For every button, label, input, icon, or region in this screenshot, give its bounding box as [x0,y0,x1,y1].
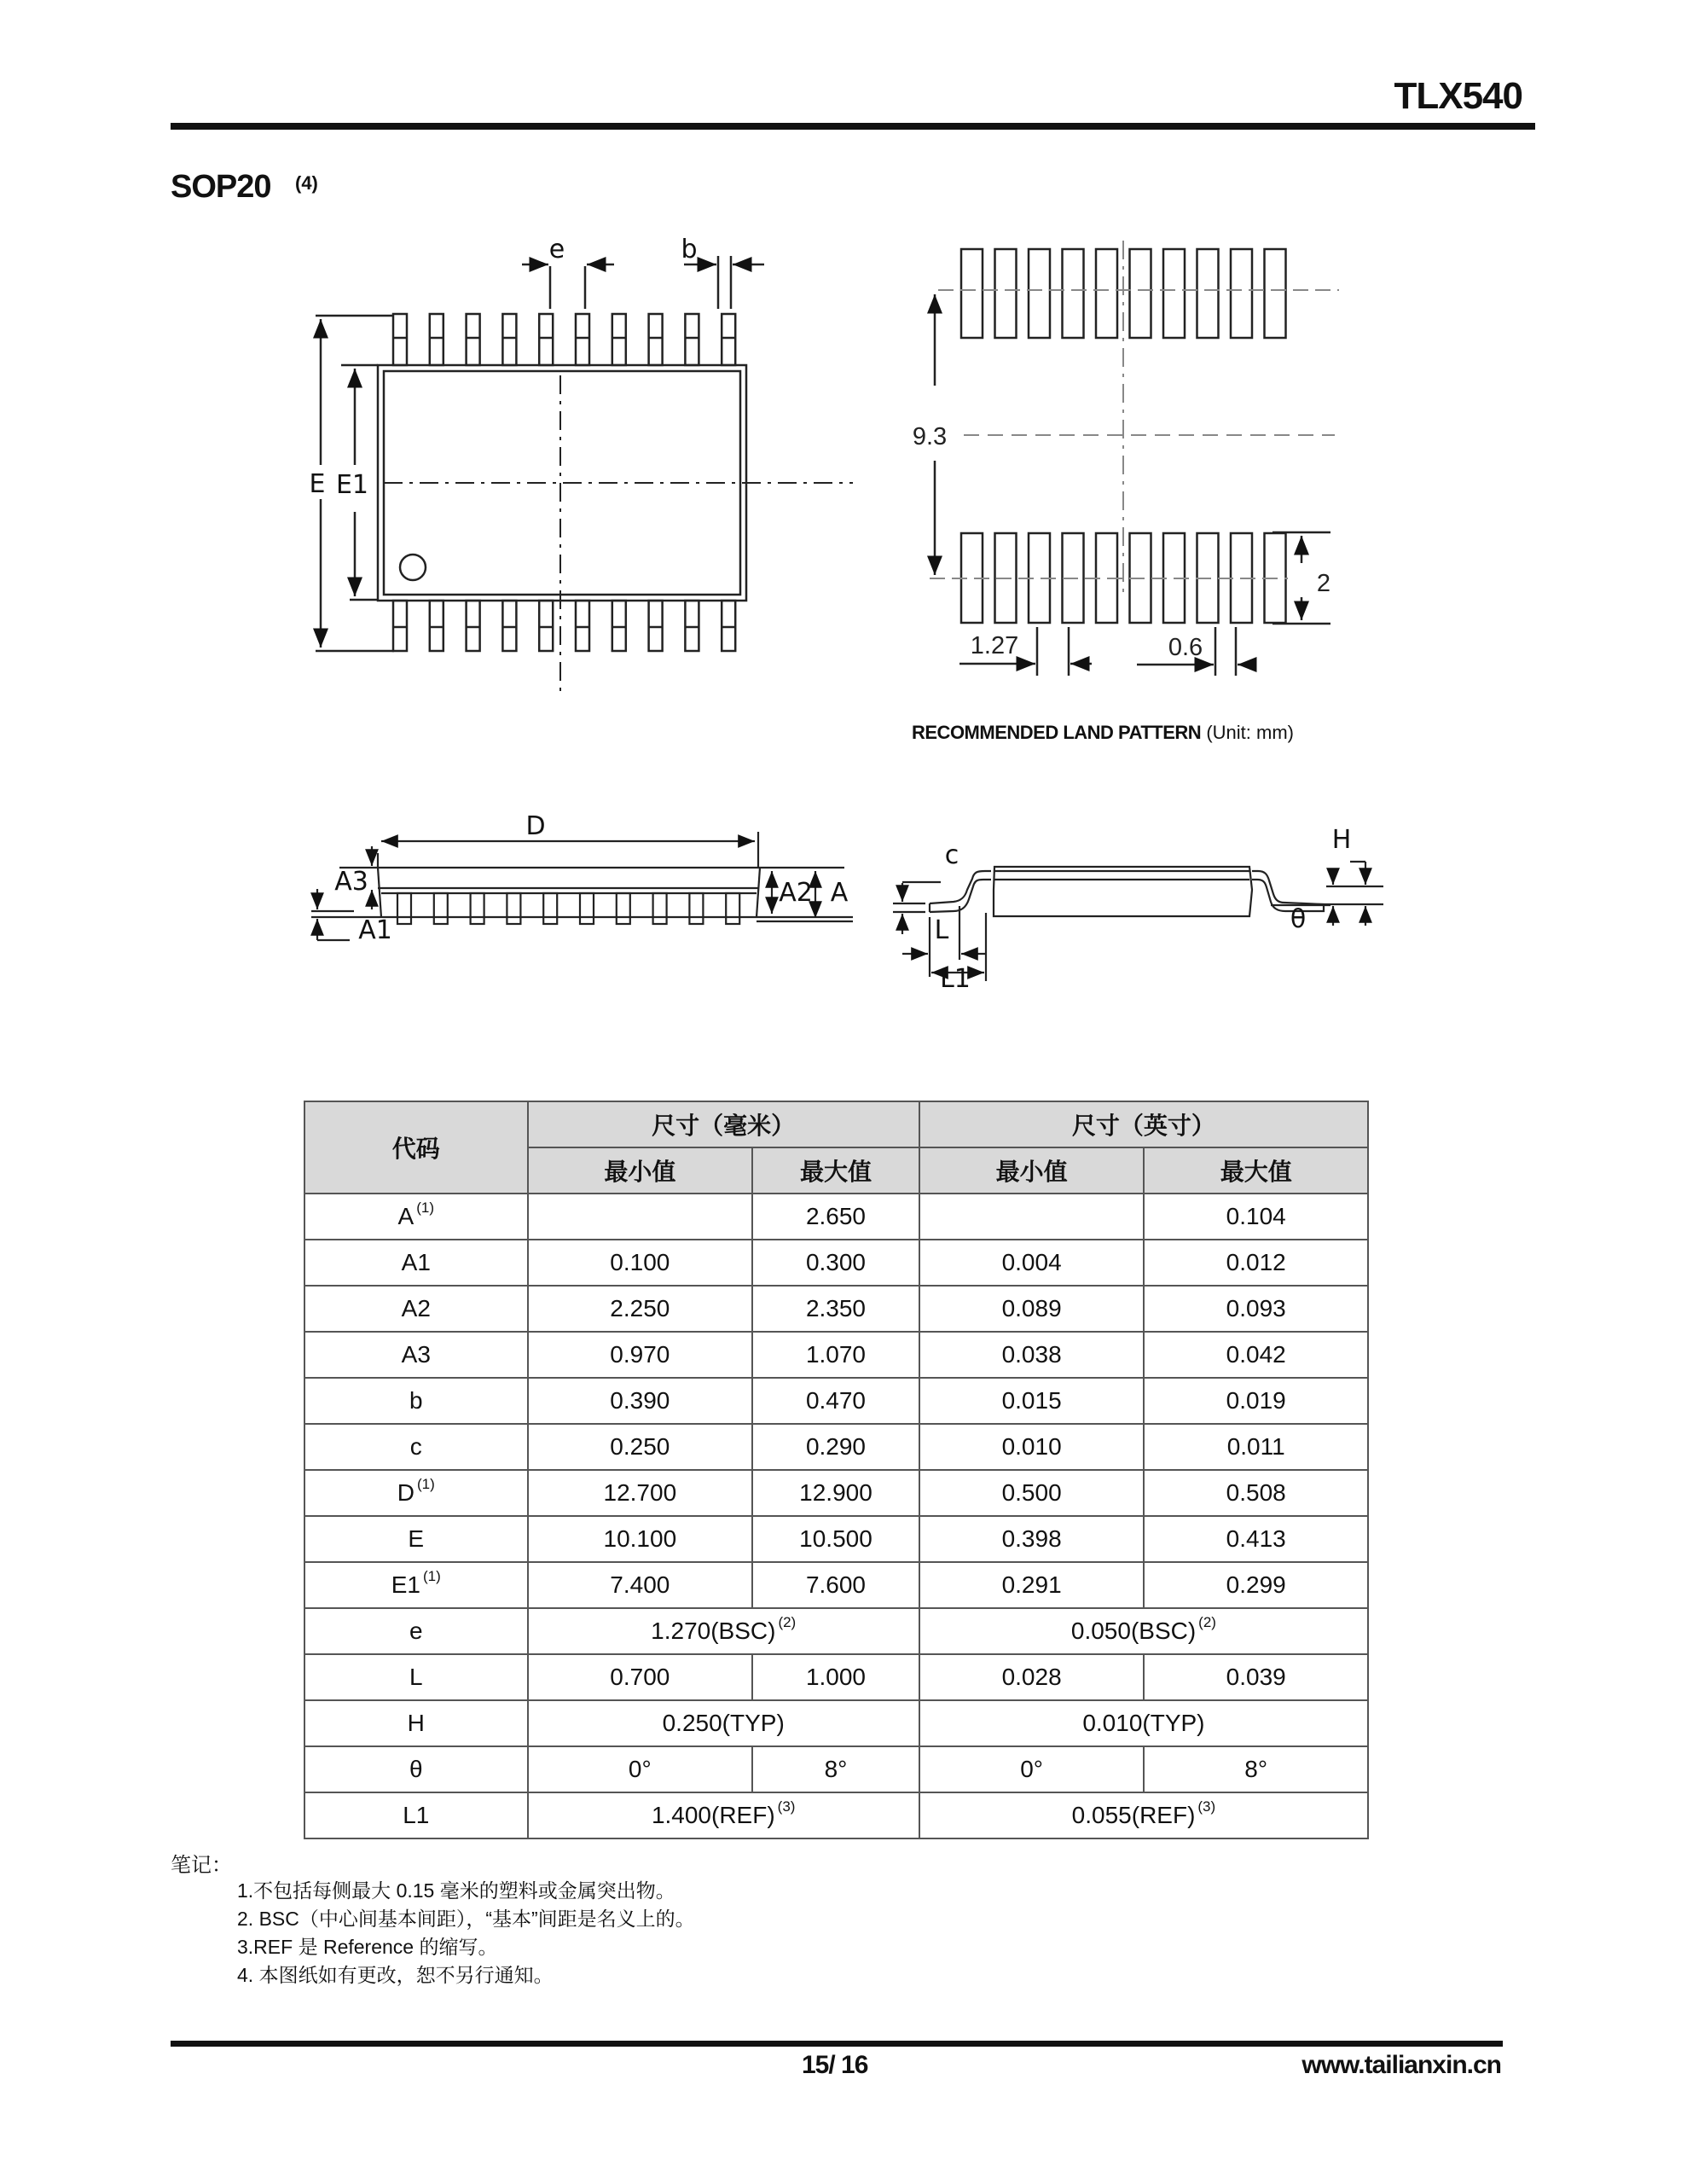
cell-mm-min [528,1332,753,1378]
cell-inch-max-value: 8° [1244,1756,1268,1782]
side-lead [507,893,520,924]
cell-mm-max [752,1424,919,1470]
cell-mm-span [528,1792,919,1838]
note-item: 3.REF 是 Reference 的缩写。 [237,1936,498,1958]
cell-code [304,1746,528,1792]
dim-label-H: H [1331,825,1352,855]
header-mm-min: 最小值 [528,1147,753,1194]
cell-inch-min [919,1424,1145,1470]
table-row [304,1194,1368,1240]
cell-inch-max [1144,1424,1368,1470]
cell-mm-min-value: 0.100 [610,1249,670,1275]
cell-code [304,1700,528,1746]
side-lead [689,893,703,924]
bottom-pin [502,601,516,651]
side-lead [434,893,448,924]
cell-mm-max-value: 8° [824,1756,848,1782]
dim-label-E1: E1 [335,470,369,500]
cell-mm-max [752,1332,919,1378]
cell-inch-span-value: 0.010(TYP) [1082,1710,1205,1736]
cell-mm-min-value: 0.250 [610,1433,670,1460]
bottom-pin [467,601,480,651]
footer-rule [171,2041,1503,2047]
cell-code-value: D [397,1479,415,1506]
cell-mm-min-value: 0° [628,1756,652,1782]
cell-inch-min-value: 0° [1020,1756,1043,1782]
cell-inch-min-value: 0.398 [1001,1525,1062,1552]
footnote-ref: (1) [423,1568,441,1584]
cell-inch-max [1144,1746,1368,1792]
cell-inch-min [919,1654,1145,1700]
section-note-ref: (4) [295,172,318,194]
land-pad-length-label: 2 [1316,570,1331,597]
dim-label-A: A [830,878,849,908]
cell-inch-min-value: 0.010 [1001,1433,1062,1460]
pin1-marker [400,555,426,580]
document-title: TLX540 [1394,75,1522,117]
cell-mm-max [752,1516,919,1562]
cell-code [304,1240,528,1286]
notes-label: 笔记： [171,1854,232,1877]
land-pad-top [1231,249,1252,338]
cell-code [304,1286,528,1332]
cell-inch-max-value: 0.508 [1226,1479,1286,1506]
top-view-drawing [316,256,853,691]
cell-mm-max-value: 7.600 [805,1571,867,1598]
land-pattern-caption [912,722,1294,744]
dim-label-D: D [525,811,546,841]
table-row [304,1608,1368,1654]
table-header-row-1 [304,1101,1368,1147]
cell-inch-max [1144,1240,1368,1286]
cell-mm-min [528,1654,753,1700]
table-row [304,1700,1368,1746]
cell-code-value: θ [409,1756,423,1782]
cell-code-value: A2 [401,1295,431,1321]
cell-code [304,1378,528,1424]
cell-mm-max-value: 12.900 [799,1479,872,1506]
footnote-ref: (1) [416,1476,435,1492]
cell-mm-span-value: 1.270(BSC) [651,1618,776,1644]
dim-label-L: L [934,915,949,945]
header-inch-max: 最大值 [1144,1147,1368,1194]
cell-code [304,1562,528,1608]
land-pad-top [995,249,1017,338]
cell-code-value: L1 [403,1802,430,1828]
cell-inch-span [919,1700,1368,1746]
cell-inch-min [919,1286,1145,1332]
cell-mm-span [528,1700,919,1746]
cell-mm-min-value: 0.390 [610,1387,670,1414]
cell-code [304,1194,528,1240]
cell-mm-max [752,1746,919,1792]
cell-inch-min [919,1470,1145,1516]
dimension-table-body [304,1194,1368,1838]
header-mm-group: 尺寸（毫米） [528,1101,919,1147]
lead-detail-drawing [893,862,1383,981]
cell-code [304,1332,528,1378]
cell-mm-max [752,1470,919,1516]
cell-inch-max-value: 0.042 [1226,1341,1286,1368]
cell-mm-span-value: 0.250(TYP) [662,1710,785,1736]
land-pad-top [1063,249,1084,338]
cell-code-value: A3 [401,1341,431,1368]
cell-inch-max [1144,1562,1368,1608]
table-row [304,1792,1368,1838]
cell-mm-min-value: 0.970 [610,1341,670,1368]
website-link[interactable]: www.tailianxin.cn [1301,2051,1501,2079]
cell-code-value: e [409,1618,423,1644]
cell-inch-span-value: 0.050(BSC) [1070,1618,1197,1644]
table-row [304,1378,1368,1424]
dim-label-L1: L1 [940,964,971,994]
cell-inch-max-value: 0.299 [1226,1571,1286,1598]
footnote-ref: (3) [777,1798,796,1815]
cell-inch-span-value: 0.055(REF) [1071,1802,1196,1828]
footnote-ref: (2) [1198,1614,1216,1630]
cell-inch-max-value: 0.039 [1226,1664,1286,1690]
bottom-pin [612,601,626,651]
table-row [304,1516,1368,1562]
table-row [304,1746,1368,1792]
cell-inch-max-value: 0.093 [1226,1295,1286,1321]
cell-code-value: A1 [401,1249,431,1275]
cell-code [304,1654,528,1700]
section-title: SOP20 [171,169,271,205]
cell-mm-min [528,1470,753,1516]
cell-code-value: E [408,1525,425,1552]
bottom-pin [430,601,443,651]
cell-inch-min [919,1240,1145,1286]
cell-inch-min-value: 0.089 [1001,1295,1062,1321]
cell-inch-min-value: 0.015 [1001,1387,1062,1414]
land-pad-top [961,249,983,338]
cell-mm-max-value: 0.290 [805,1433,867,1460]
cell-mm-min [528,1562,753,1608]
table-row [304,1424,1368,1470]
land-pattern-caption-title: RECOMMENDED LAND PATTERN [912,722,1202,743]
cell-inch-min-value: 0.500 [1001,1479,1062,1506]
table-row [304,1240,1368,1286]
cell-inch-min [919,1194,1145,1240]
dim-label-c: c [944,840,959,870]
cell-mm-min-value: 7.400 [610,1571,670,1598]
cell-inch-max-value: 0.413 [1226,1525,1286,1552]
cell-inch-min-value: 0.028 [1001,1664,1062,1690]
top-pin [430,314,443,365]
table-row [304,1562,1368,1608]
dim-label-theta: θ [1290,904,1307,934]
cell-code [304,1516,528,1562]
top-pin [393,314,407,365]
bottom-pin [722,601,735,651]
land-pattern-drawing [930,241,1339,676]
cell-code [304,1608,528,1654]
bottom-pin [539,601,553,651]
side-lead [580,893,594,924]
cell-inch-span [919,1608,1368,1654]
side-lead [726,893,739,924]
cell-code-value: L [409,1664,423,1690]
cell-mm-span [528,1608,919,1654]
side-view-drawing [311,832,853,940]
cell-inch-min-value: 0.038 [1001,1341,1062,1368]
cell-mm-span-value: 1.400(REF) [651,1802,775,1828]
package-drawings [0,0,1687,1024]
cell-mm-max-value: 2.650 [805,1203,867,1229]
cell-mm-min [528,1240,753,1286]
land-pad-top [1197,249,1219,338]
cell-mm-max-value: 10.500 [799,1525,872,1552]
land-pattern-caption-unit: (Unit: mm) [1206,722,1294,743]
cell-inch-min [919,1332,1145,1378]
cell-inch-min [919,1746,1145,1792]
cell-inch-max-value: 0.011 [1226,1433,1285,1460]
cell-inch-max-value: 0.012 [1226,1249,1286,1275]
cell-mm-min [528,1424,753,1470]
cell-code-value: A [397,1203,415,1229]
side-view-leads [397,893,739,924]
dimension-table [304,1101,1369,1839]
cell-mm-max [752,1194,919,1240]
table-row [304,1332,1368,1378]
dim-label-A3: A3 [334,867,368,897]
header-mm-max: 最大值 [752,1147,919,1194]
header-code: 代码 [304,1101,528,1194]
cell-mm-min-value: 12.700 [603,1479,677,1506]
cell-mm-max-value: 2.350 [805,1295,867,1321]
footnote-ref: (2) [778,1614,797,1630]
top-pin [502,314,516,365]
bottom-pin [685,601,699,651]
cell-inch-max [1144,1286,1368,1332]
cell-code [304,1792,528,1838]
cell-code-value: b [409,1387,423,1414]
cell-mm-max-value: 0.470 [805,1387,867,1414]
cell-inch-min [919,1562,1145,1608]
top-pin [467,314,480,365]
cell-code-value: E1 [391,1571,420,1598]
cell-mm-max [752,1562,919,1608]
note-item: 4. 本图纸如有更改，恕不另行通知。 [237,1964,554,1986]
land-pad-top [1265,249,1286,338]
land-pad-top [1029,249,1050,338]
cell-mm-min [528,1194,753,1240]
side-lead [617,893,630,924]
land-pad-top [1096,249,1117,338]
cell-inch-max [1144,1194,1368,1240]
cell-inch-max [1144,1378,1368,1424]
land-pitch-label: 1.27 [970,632,1019,659]
cell-code [304,1424,528,1470]
cell-mm-min-value: 10.100 [603,1525,677,1552]
cell-inch-min [919,1516,1145,1562]
cell-mm-max [752,1286,919,1332]
cell-inch-max [1144,1332,1368,1378]
cell-mm-max [752,1654,919,1700]
note-item: 2. BSC（中心间基本间距），“基本”间距是名义上的。 [237,1908,695,1930]
bottom-pin [393,601,407,651]
cell-mm-max-value: 0.300 [805,1249,867,1275]
cell-mm-min [528,1746,753,1792]
dim-label-E: E [309,469,326,499]
cell-inch-min [919,1378,1145,1424]
cell-mm-min-value: 2.250 [610,1295,670,1321]
cell-inch-max-value: 0.019 [1226,1387,1286,1414]
footnote-ref: (1) [416,1199,434,1216]
top-pin [612,314,626,365]
cell-mm-min [528,1378,753,1424]
cell-inch-max-value: 0.104 [1226,1203,1286,1229]
cell-mm-min [528,1286,753,1332]
side-lead [471,893,484,924]
top-pin [576,314,589,365]
cell-inch-min-value: 0.291 [1001,1571,1062,1598]
header-inch-group: 尺寸（英寸） [919,1101,1368,1147]
cell-code [304,1470,528,1516]
dim-label-A2: A2 [779,878,813,908]
top-pin [722,314,735,365]
table-row [304,1286,1368,1332]
note-item: 1.不包括每侧最大 0.15 毫米的塑料或金属突出物。 [237,1879,675,1902]
cell-inch-max [1144,1516,1368,1562]
land-pad-width-label: 0.6 [1168,634,1203,661]
dim-label-e: e [548,235,565,264]
dim-label-b: b [681,235,698,264]
page-number: 15/ 16 [802,2051,868,2079]
land-pad-top [1163,249,1185,338]
side-lead [397,893,411,924]
cell-mm-max-value: 1.000 [805,1664,867,1690]
top-pin [685,314,699,365]
cell-code-value: c [409,1433,422,1460]
top-pin [539,314,553,365]
cell-inch-max [1144,1654,1368,1700]
cell-inch-span [919,1792,1368,1838]
bottom-pin [576,601,589,651]
header-inch-min: 最小值 [919,1147,1145,1194]
cell-mm-max [752,1240,919,1286]
footnote-ref: (3) [1197,1798,1216,1815]
land-pad-top [1130,249,1151,338]
cell-mm-min-value: 0.700 [610,1664,670,1690]
table-row [304,1654,1368,1700]
cell-inch-min-value: 0.004 [1001,1249,1062,1275]
land-row-pitch-label: 9.3 [912,423,948,450]
side-lead [543,893,557,924]
cell-mm-max [752,1378,919,1424]
cell-mm-max-value: 1.070 [805,1341,867,1368]
dim-label-A1: A1 [358,915,392,945]
cell-mm-min [528,1516,753,1562]
cell-code-value: H [407,1710,425,1736]
bottom-pin [649,601,663,651]
side-lead [653,893,667,924]
table-row [304,1470,1368,1516]
cell-inch-max [1144,1470,1368,1516]
top-pin [649,314,663,365]
